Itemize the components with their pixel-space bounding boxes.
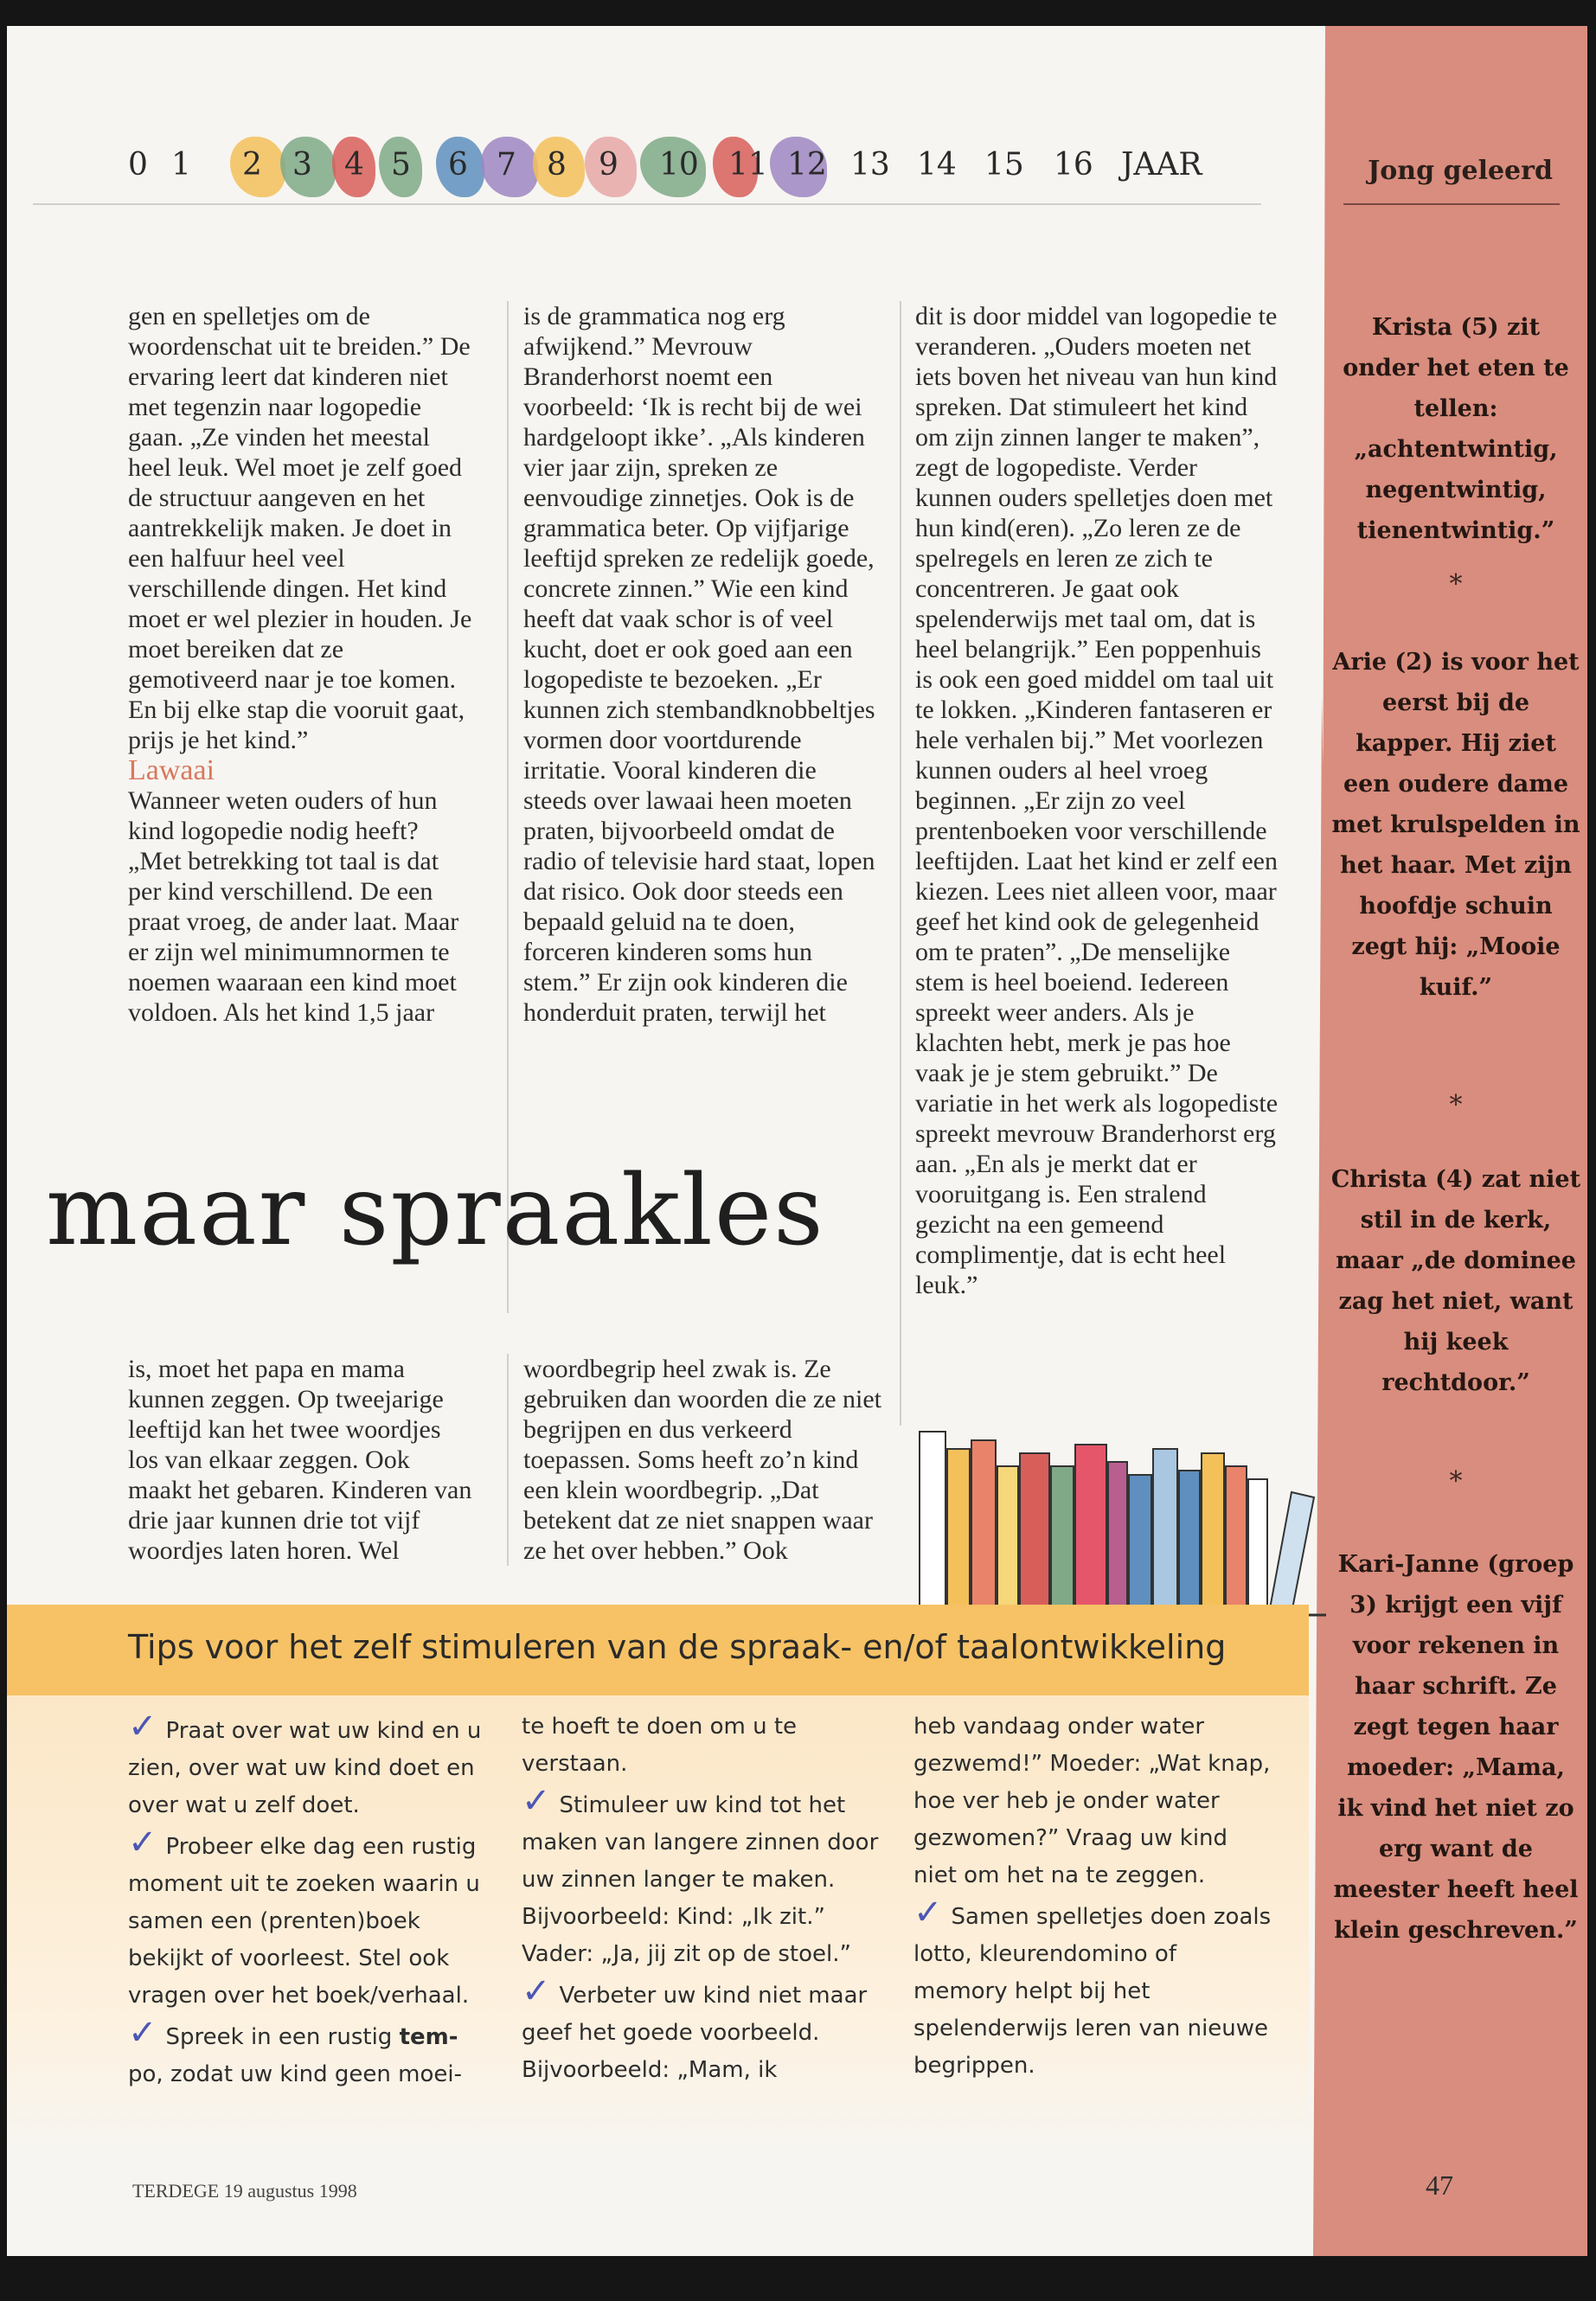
age-number: 6	[448, 147, 468, 183]
separator-icon: *	[1449, 1466, 1463, 1497]
age-number: 10	[659, 147, 699, 183]
article-column-1	[128, 301, 474, 1028]
article-paragraph: is, moet het papa en mama kunnen zeggen. Op tweejarige leeftijd kan het twee woordjes los van elkaar zeggen. Ook maakt het gebaren. Kinderen van drie jaar kunnen drie tot vijf woordjes laten horen. Wel	[128, 1355, 472, 1565]
sidebar-quote: Kari-Janne (groep 3) krijgt een vijf voor rekenen in haar schrift. Ze zegt tegen haar moeder: „Mama, ik vind het niet zo erg want de meester heeft heel klein geschreven.”	[1333, 1551, 1579, 1944]
tip-text: po, zodat uw kind geen moei-	[128, 2061, 463, 2087]
article-column-1-bottom	[128, 1354, 474, 1566]
age-unit-label: JAAR	[1121, 147, 1202, 183]
tip-text: te hoeft te doen om u te verstaan.	[522, 1714, 798, 1777]
magazine-page	[7, 26, 1587, 2256]
article-column-3	[915, 301, 1279, 1300]
age-number: 11	[728, 147, 768, 183]
tip-item	[522, 1708, 885, 1783]
checkmark-icon: ✓	[128, 1707, 157, 1747]
footer-source: TERDEGE 19 augustus 1998	[132, 2180, 357, 2202]
article-paragraph: is de grammatica nog erg afwijkend.” Mevrouw Branderhorst noemt een voorbeeld: ‘Ik is recht bij de wei hardgeloopt ikke’. „Als kinderen vier jaar zijn, spreken ze eenvoudige zinnetjes. Ook is de grammatica beter. Op vijfjarige leeftijd spreken ze redelijk goede, concrete zinnen.” Wie een kind heeft dat vaak schor is of veel kucht, doet er ook goed aan een logopediste te bezoeken. „Er kunnen zich stembandknobbeltjes vormen door voortdurende irritatie. Vooral kinderen die steeds over lawaai heen moeten praten, bijvoorbeeld omdat de radio of televisie hard staat, lopen dat risico. Ook door steeds een bepaald geluid na te doen, forceren kinderen soms hun stem.” Er zijn ook kinderen die honderduit praten, terwijl het	[523, 302, 875, 1027]
age-number: 2	[242, 147, 262, 183]
tip-item	[128, 2015, 491, 2093]
article-paragraph: woordbegrip heel zwak is. Ze gebruiken dan woorden die ze niet begrijpen en dus verkeerd toepassen. Soms heeft zo’n kind een klein woordbegrip. „Dat betekent dat ze niet snappen waar ze het over hebben.” Ook	[523, 1355, 882, 1565]
age-number: 9	[599, 147, 619, 183]
article-subhead: Lawaai	[128, 754, 215, 786]
tip-item	[128, 1708, 491, 1824]
tips-column-1	[128, 1708, 491, 2093]
tip-text: heb vandaag onder water gezwemd!” Moeder: „Wat knap, hoe ver heb je onder water gezwomen?” Vraag uw kind niet om het na te zeggen.	[913, 1714, 1271, 1888]
age-number: 15	[984, 147, 1024, 183]
sidebar-quote: Krista (5) zit onder het eten te tellen: „achtentwintig, negentwintig, tienentwintig.”	[1343, 314, 1569, 544]
checkmark-icon: ✓	[128, 1823, 157, 1862]
age-number: 14	[917, 147, 957, 183]
tips-title: Tips voor het zelf stimuleren van de spraak- en/of taalontwikkeling	[128, 1628, 1227, 1666]
sidebar-quote: Arie (2) is voor het eerst bij de kapper. Hij ziet een oudere dame met krulspelden in het haar. Met zijn hoofdje schuin zegt hij: „Mooie kuif.”	[1331, 649, 1580, 1001]
column-divider	[900, 301, 901, 1426]
section-rule	[1343, 203, 1560, 205]
header-rule	[33, 203, 1261, 205]
tip-text: Verbeter uw kind niet maar geef het goede voorbeeld. Bijvoorbeeld: „Mam, ik	[522, 1983, 868, 2083]
sidebar-quote: Christa (4) zat niet stil in de kerk, maar „de dominee zag het niet, want hij keek rechtdoor.”	[1330, 1166, 1581, 1396]
section-title: Jong geleerd	[1368, 156, 1553, 186]
age-number: 12	[787, 147, 827, 183]
tip-item	[913, 1708, 1277, 1894]
checkmark-icon: ✓	[128, 2013, 157, 2053]
article-paragraph: dit is door middel van logopedie te veranderen. „Ouders moeten net iets boven het niveau van hun kind spreken. Dat stimuleert het kind om zijn zinnen langer te maken”, zegt de logopediste. Verder kunnen ouders spelletjes doen met hun kind(eren). „Zo leren ze de spelregels en leren ze zich te concentreren. Je gaat ook spelenderwijs met taal om, dat is heel belangrijk.” Een poppenhuis is ook een goed middel om taal uit te lokken. „Kinderen fantaseren er hele verhalen bij.” Met voorlezen kunnen ouders al heel vroeg beginnen. „Er zijn zo veel prentenboeken voor verschillende leeftijden. Laat het kind er zelf een kiezen. Lees niet alleen voor, maar geef het kind ook de gelegenheid om te praten”. „De menselijke stem is heel boeiend. Iedereen spreekt weer anders. Als je klachten hebt, merk je pas hoe vaak je je stem gebruikt.” De variatie in het werk als logopediste spreekt mevrouw Branderhorst erg aan. „En als je merkt dat er vooruitgang is. Een stralend gezicht na een gemeend complimentje, dat is echt heel leuk.”	[915, 302, 1279, 1299]
age-number: 4	[344, 147, 364, 183]
article-column-2-bottom	[523, 1354, 885, 1566]
age-number: 1	[171, 147, 191, 183]
age-number: 7	[497, 147, 516, 183]
tip-item	[522, 1973, 885, 2089]
checkmark-icon: ✓	[913, 1893, 943, 1932]
checkmark-icon: ✓	[522, 1971, 551, 2011]
article-paragraph: gen en spelletjes om de woordenschat uit te breiden.” De ervaring leert dat kinderen niet met tegenzin naar logopedie gaan. „Ze vinden het meestal heel leuk. Wel moet je zelf goed de structuur aangeven en het aantrekkelijk maken. Je doet in een halfuur heel veel verschillende dingen. Het kind moet er wel plezier in houden. Je moet bereiken dat ze gemotiveerd naar je toe komen. En bij elke stap die vooruit gaat, prijs je het kind.”	[128, 302, 472, 754]
tips-column-3	[913, 1708, 1277, 2085]
page-number: 47	[1426, 2170, 1453, 2201]
tip-text: Stimuleer uw kind tot het maken van langere zinnen door uw zinnen langer te maken. Bijvoorbeeld: Kind: „Ik zit.” Vader: „Ja, jij zit op de stoel.”	[522, 1792, 879, 1967]
tips-column-2	[522, 1708, 885, 2089]
age-number: 3	[292, 147, 312, 183]
tip-text: Samen spelletjes doen zoals lotto, kleurendomino of memory helpt bij het spelenderwijs leren van nieuwe begrippen.	[913, 1904, 1272, 2079]
article-column-2	[523, 301, 885, 1028]
books-illustration	[911, 1414, 1343, 1622]
tip-item	[522, 1783, 885, 1973]
separator-icon: *	[1449, 1090, 1463, 1120]
tip-item	[913, 1894, 1277, 2085]
column-divider	[507, 1354, 509, 1566]
tip-text: Praat over wat uw kind en u zien, over wat uw kind doet en over wat u zelf doet.	[128, 1718, 482, 1818]
age-number: 0	[128, 147, 148, 183]
age-number: 5	[391, 147, 411, 183]
headline: maar spraakles	[46, 1155, 825, 1267]
tip-text: Probeer elke dag een rustig moment uit te zoeken waarin u samen een (prenten)boek bekijkt of voorleest. Stel ook vragen over het boek/verhaal.	[128, 1834, 480, 2009]
age-number: 13	[850, 147, 890, 183]
tip-item	[128, 1824, 491, 2015]
tip-text: Spreek in een rustig	[165, 2024, 400, 2050]
article-paragraph: Wanneer weten ouders of hun kind logopedie nodig heeft? „Met betrekking tot taal is dat per kind verschillend. De een praat vroeg, de ander laat. Maar er zijn wel minimumnormen te noemen waaraan een kind moet voldoen. Als het kind 1,5 jaar	[128, 786, 459, 1027]
age-scale	[128, 130, 1253, 199]
checkmark-icon: ✓	[522, 1781, 551, 1821]
age-number: 16	[1054, 147, 1093, 183]
separator-icon: *	[1449, 569, 1463, 599]
tip-text-bold: tem-	[399, 2024, 458, 2050]
age-number: 8	[547, 147, 567, 183]
